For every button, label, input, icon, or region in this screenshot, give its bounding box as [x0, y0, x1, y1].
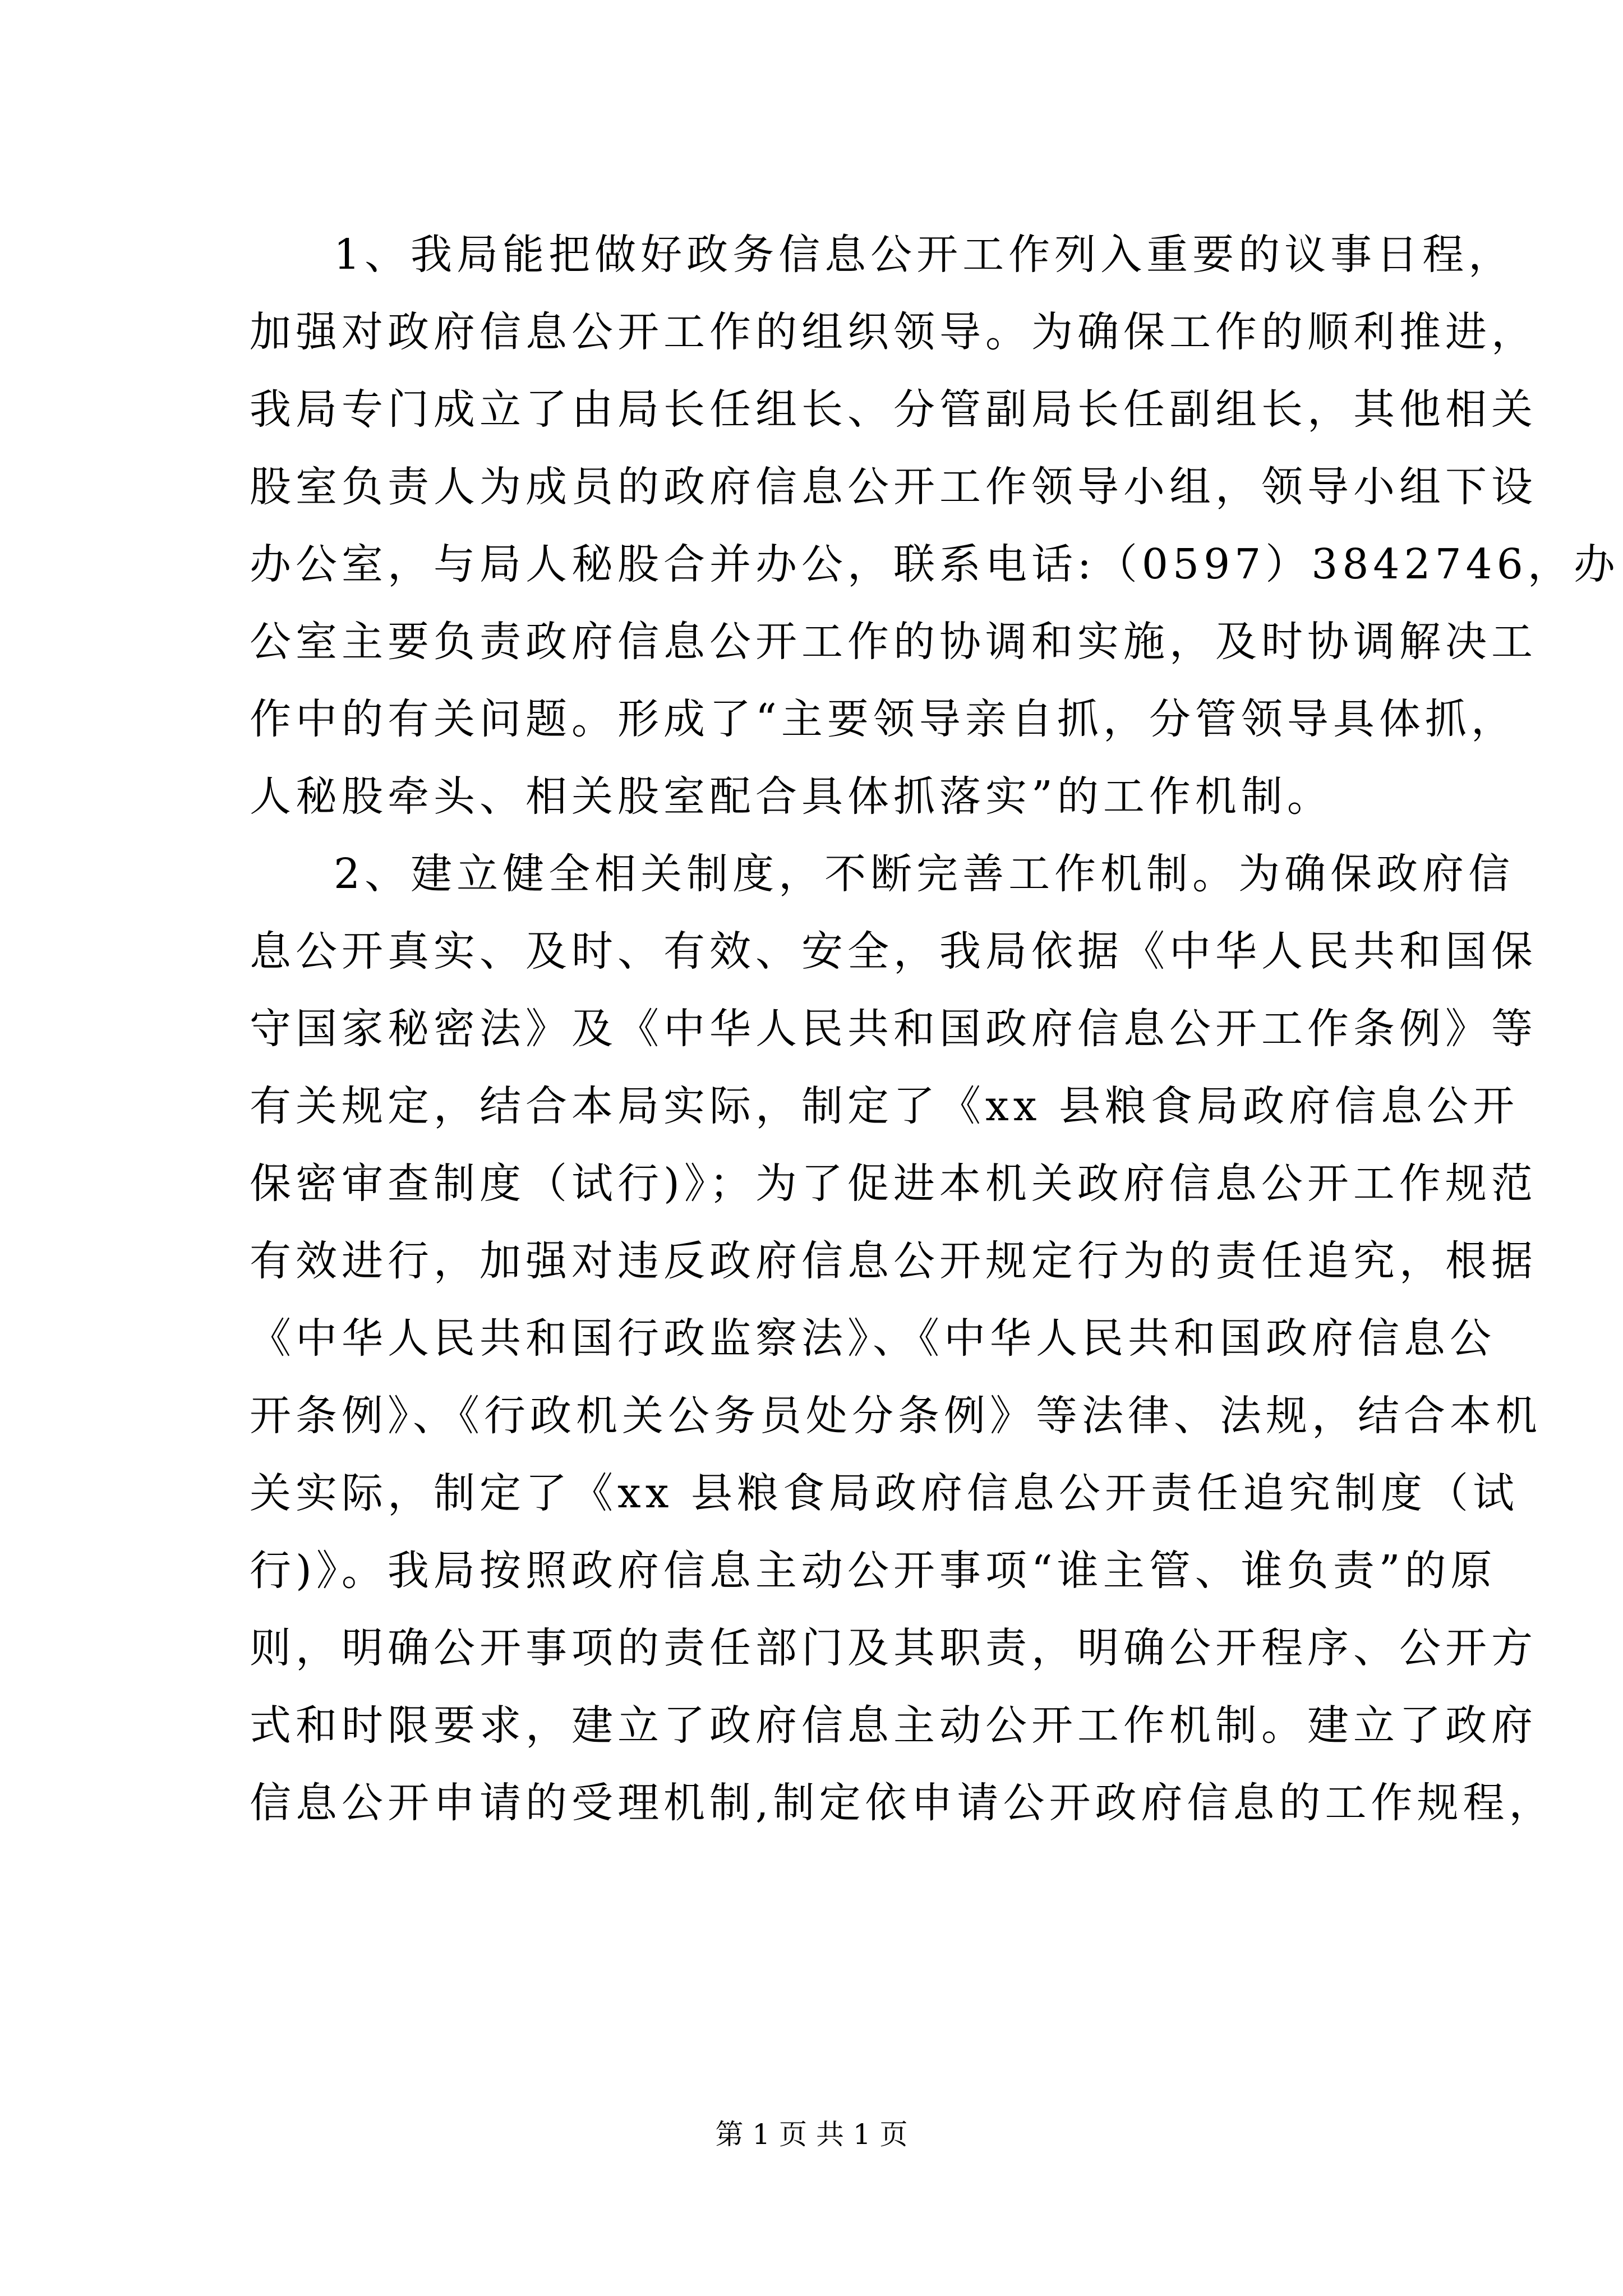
- paragraph-line: 股室负责人为成员的政府信息公开工作领导小组，领导小组下设: [250, 463, 1537, 511]
- paragraph-line: 我局专门成立了由局长任组长、分管副局长任副组长，其他相关: [250, 385, 1537, 434]
- paragraph-line: 作中的有关问题。形成了“主要领导亲自抓，分管领导具体抓，: [250, 695, 1517, 743]
- paragraph-line: 2、建立健全相关制度，不断完善工作机制。为确保政府信: [334, 850, 1515, 898]
- paragraph-line: 办公室，与局人秘股合并办公，联系电话:（0597）3842746，办: [250, 540, 1620, 588]
- paragraph-line: 《中华人民共和国行政监察法》、《中华人民共和国政府信息公: [250, 1314, 1496, 1363]
- paragraph-line: 开条例》、《行政机关公务员处分条例》等法律、法规，结合本机: [250, 1392, 1542, 1440]
- paragraph-line: 加强对政府信息公开工作的组织领导。为确保工作的顺利推进，: [250, 308, 1537, 356]
- paragraph-line: 行)》。我局按照政府信息主动公开事项“谁主管、谁负责”的原: [250, 1547, 1497, 1595]
- document-body: [250, 216, 1620, 1842]
- page-number-footer: 第 1 页 共 1 页: [715, 2118, 908, 2151]
- paragraph-line: 关实际，制定了《xx 县粮食局政府信息公开责任追究制度（试: [250, 1469, 1519, 1517]
- paragraph-line: 式和时限要求，建立了政府信息主动公开工作机制。建立了政府: [250, 1701, 1537, 1750]
- paragraph-line: 有关规定，结合本局实际，制定了《xx 县粮食局政府信息公开: [250, 1082, 1519, 1130]
- paragraph-line: 则，明确公开事项的责任部门及其职责，明确公开程序、公开方: [250, 1624, 1537, 1672]
- paragraph-line: 守国家秘密法》及《中华人民共和国政府信息公开工作条例》等: [250, 1005, 1537, 1053]
- paragraph-line: 公室主要负责政府信息公开工作的协调和实施，及时协调解决工: [250, 618, 1537, 666]
- paragraph-1: [250, 216, 1620, 835]
- paragraph-line: 人秘股牵头、相关股室配合具体抓落实”的工作机制。: [250, 772, 1333, 821]
- paragraph-line: 息公开真实、及时、有效、安全，我局依据《中华人民共和国保: [250, 927, 1537, 976]
- paragraph-line: 保密审查制度（试行)》；为了促进本机关政府信息公开工作规范: [250, 1159, 1537, 1208]
- paragraph-line: 1、我局能把做好政务信息公开工作列入重要的议事日程，: [334, 231, 1515, 279]
- paragraph-2: [250, 835, 1555, 1842]
- paragraph-line: 信息公开申请的受理机制,制定依申请公开政府信息的工作规程，: [250, 1779, 1555, 1827]
- paragraph-line: 有效进行，加强对违反政府信息公开规定行为的责任追究，根据: [250, 1237, 1537, 1285]
